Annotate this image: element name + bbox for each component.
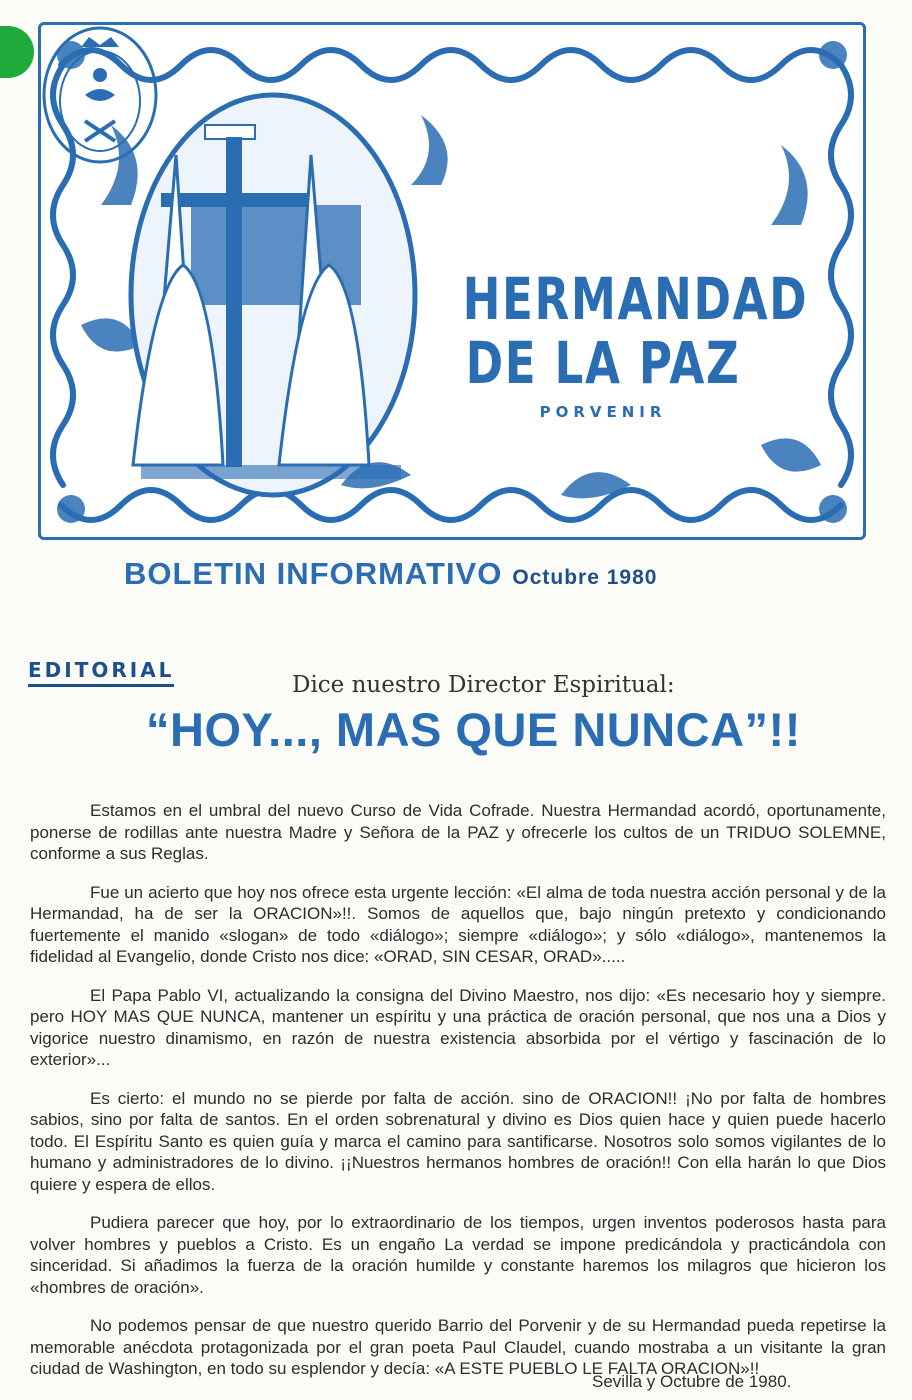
bulletin-title: BOLETIN INFORMATIVO	[124, 556, 503, 591]
header-illustration-frame	[38, 22, 866, 540]
signoff-place-date: Sevilla y Octubre de 1980.	[592, 1372, 792, 1391]
brotherhood-seal-emblem	[41, 25, 159, 165]
bulletin-date: Octubre 1980	[512, 566, 658, 589]
editorial-headline: “HOY..., MAS QUE NUNCA”!!	[146, 703, 801, 756]
editorial-body	[30, 800, 886, 1397]
body-paragraph: Es cierto: el mundo no se pierde por falta de acción. sino de ORACION!! ¡No por falta de hombres sabios, sino por falta de santos. En el orden sobrenatural y divino es Dios quien hace y quien puede hacerlo todo. El Espíritu Santo es quien guía y marca el camino para santificarse. Nosotros solo somos vigilantes de lo humano y administradores de lo divino. ¡¡Nuestros hermanos hombres de oración!! Con ella harán lo que Dios quiere y espera de ellos.	[30, 1088, 886, 1194]
header-subtitle: PORVENIR	[539, 403, 667, 421]
editorial-intro: Dice nuestro Director Espiritual:	[292, 672, 675, 698]
bulletin-title-row	[124, 556, 657, 592]
body-paragraph: No podemos pensar de que nuestro querido Barrio del Porvenir y de su Hermandad pueda repetirse la memorable anécdota protagonizada por el gran poeta Paul Claudel, cuando mostraba a un visitante la gran ciudad de Washington, en todo su esplendor y decía: «A ESTE PUEBLO LE FALTA ORACION»!!	[30, 1316, 886, 1378]
body-paragraph: Estamos en el umbral del nuevo Curso de Vida Cofrade. Nuestra Hermandad acordó, oportunamente, ponerse de rodillas ante nuestra Madre y Señora de la PAZ y ofrecerle los cultos de un TRIDUO SOLEMNE, conforme a sus Reglas.	[30, 801, 886, 863]
green-marker-dot	[0, 26, 34, 78]
editorial-label: EDITORIAL	[28, 658, 174, 687]
body-paragraph: Fue un acierto que hoy nos ofrece esta urgente lección: «El alma de toda nuestra acción personal y de la Hermandad, ha de ser la ORACION»!!. Somos de aquellos que, bajo ningún pretexto y condicionando fuertemente el manido «slogan» de todo «diálogo»; siempre «diálogo»; y sólo «diálogo», mantenemos la fidelidad al Evangelio, donde Cristo nos dice: «ORAD, SIN CESAR, ORAD».....	[30, 882, 886, 966]
header-title-line1: HERMANDAD	[462, 265, 809, 333]
body-paragraph: El Papa Pablo VI, actualizando la consigna del Divino Maestro, nos dijo: «Es necesario hoy y siempre. pero HOY MAS QUE NUNCA, mantener un espíritu y una práctica de oración personal, que nos una a Dios y vigorice nuestro dinamismo, en razón de nuestra existencia absorbida por el vértigo y fascinación de lo exterior»...	[30, 985, 886, 1069]
body-paragraph: Pudiera parecer que hoy, por lo extraordinario de los tiempos, urgen inventos poderosos hasta para volver hombres y pueblos a Cristo. Es un engaño La verdad se impone predicándola y practicándola con sinceridad. Si añadimos la fuerza de la oración humilde y constante haremos los milagros que hicieron los «hombres de oración».	[30, 1213, 886, 1297]
header-title-line2: DE LA PAZ	[465, 329, 741, 397]
